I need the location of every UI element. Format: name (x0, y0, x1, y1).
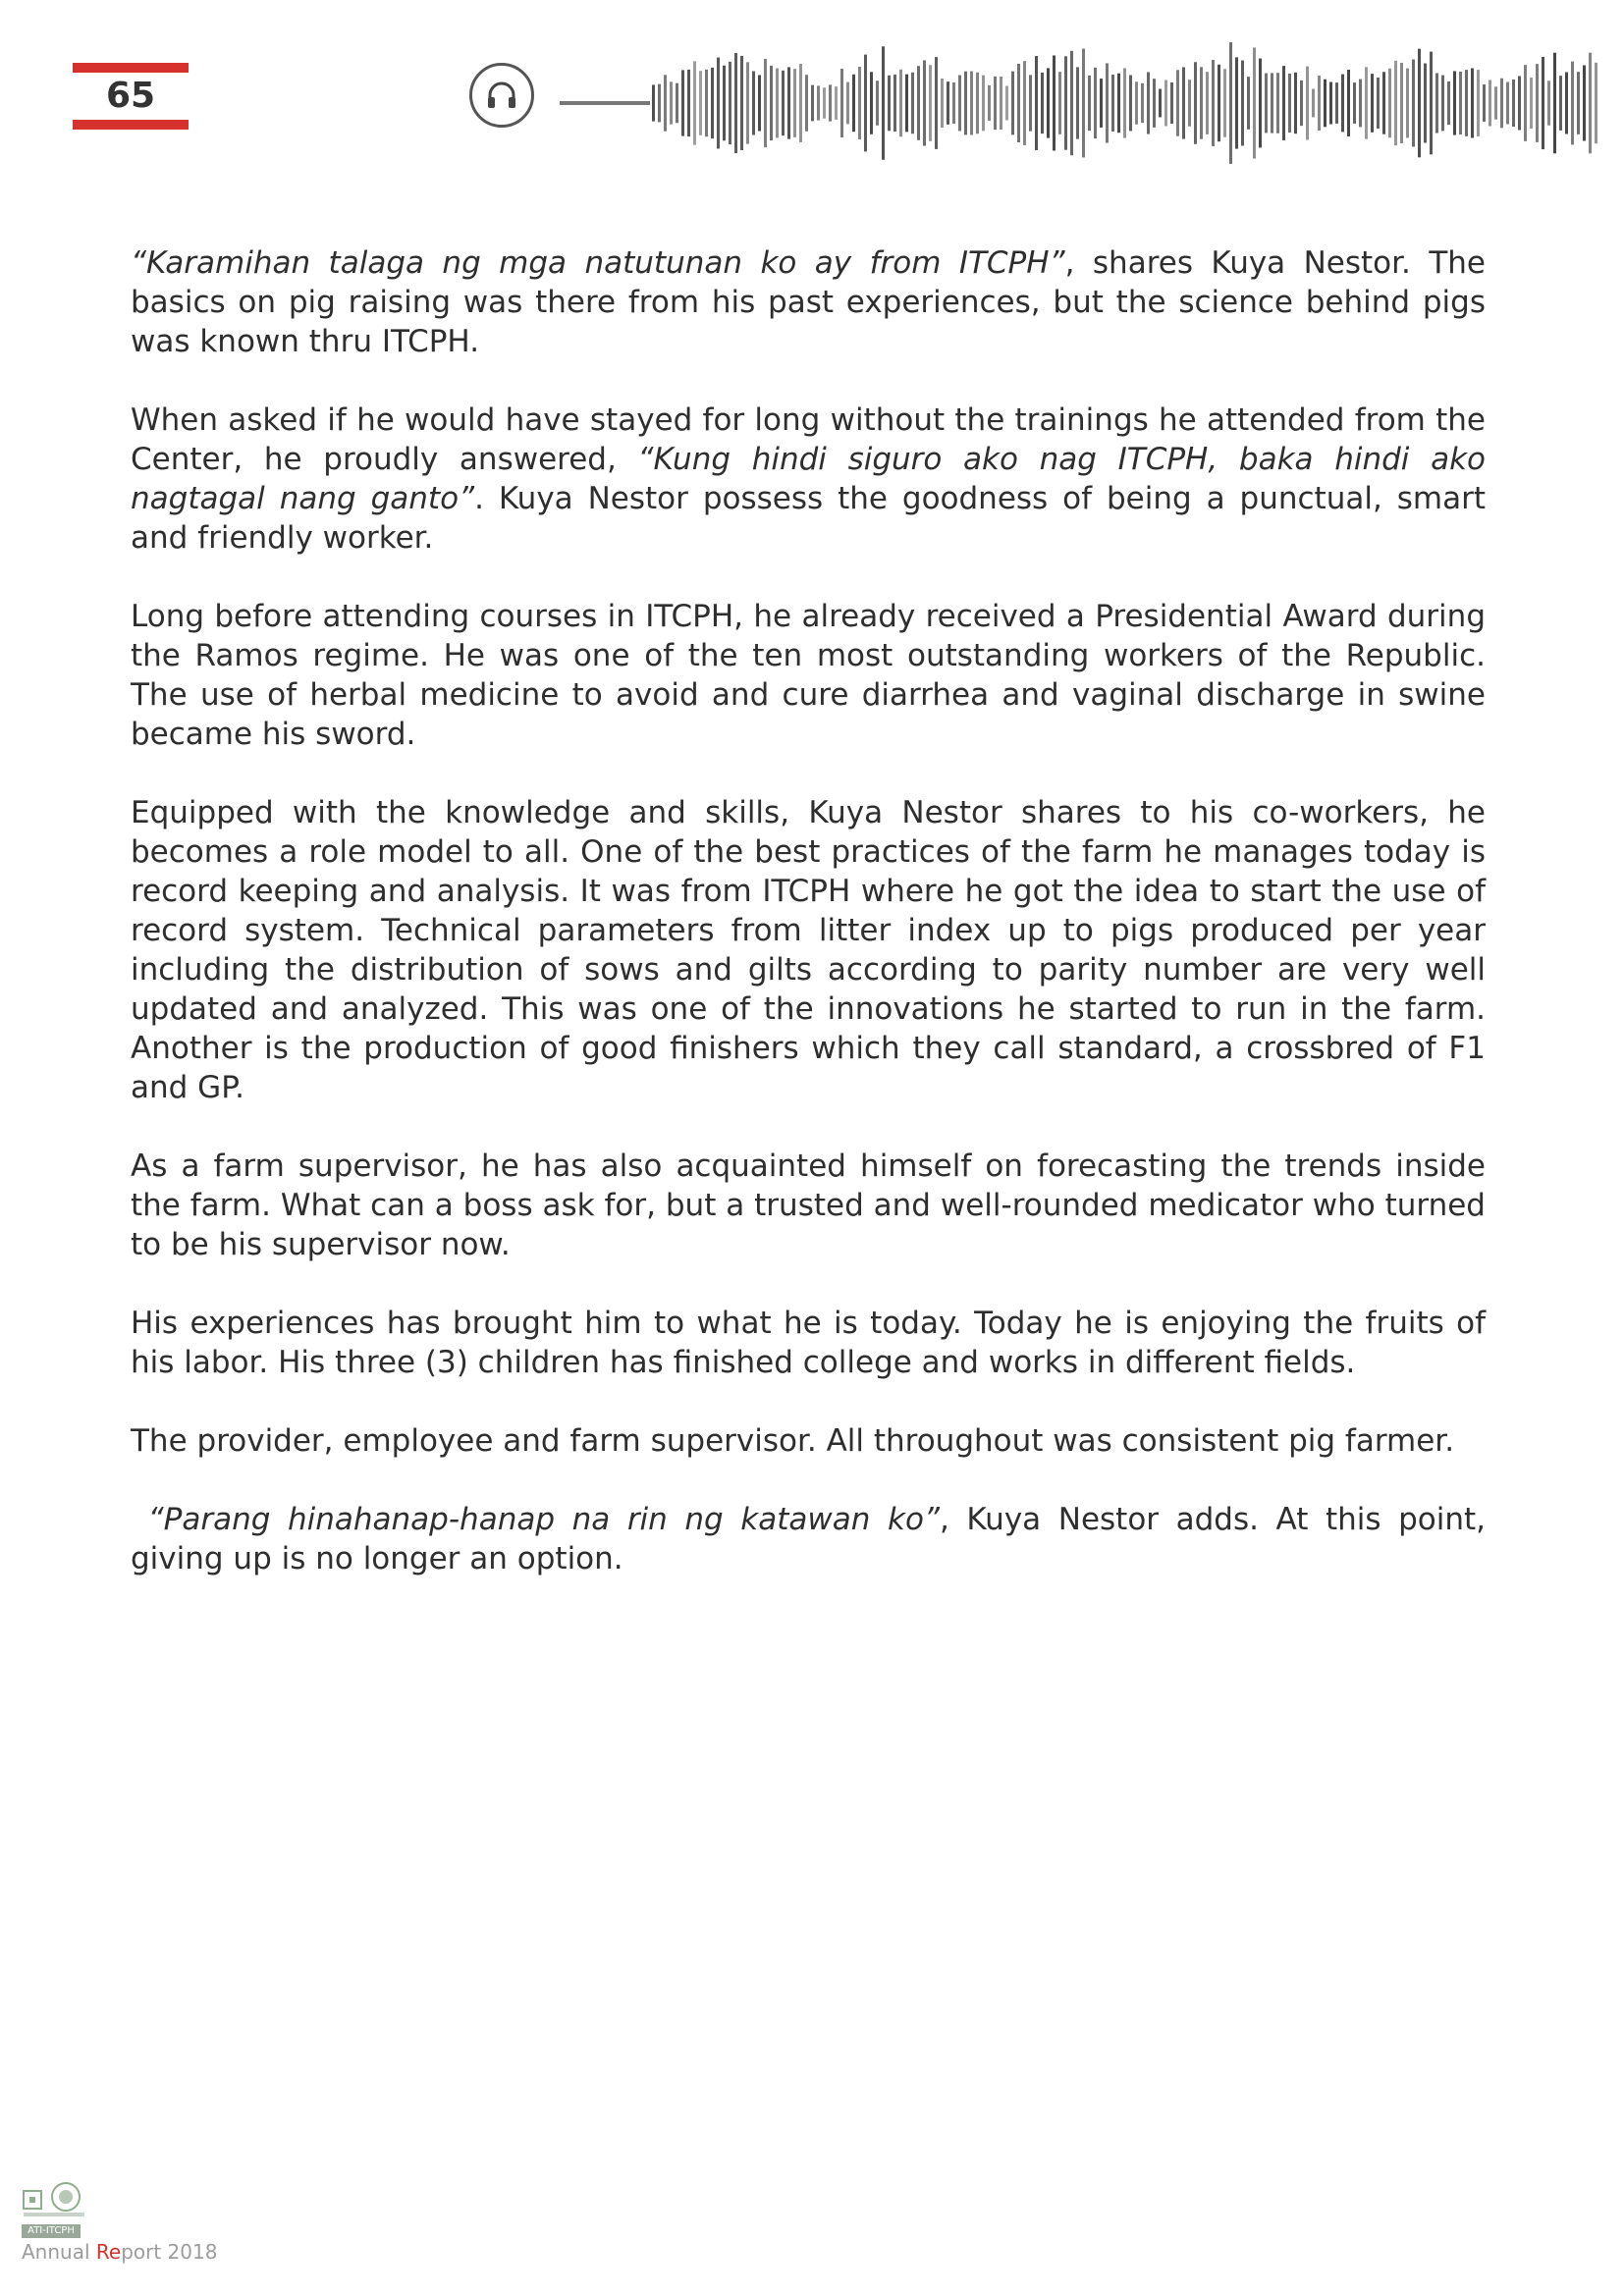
waveform-bar (1141, 83, 1144, 123)
waveform-bar (1223, 69, 1226, 136)
waveform-bar (1300, 80, 1303, 126)
page-number-block (73, 63, 189, 132)
waveform-bar (882, 46, 885, 159)
waveform-bar (1135, 81, 1138, 125)
waveform-bar (1188, 80, 1191, 127)
quote-3: “Parang hinahanap-hanap na rin ng katawan ko” (147, 1502, 940, 1537)
waveform-bar (1394, 61, 1397, 145)
waveform-bar (846, 82, 849, 125)
waveform-bar (1577, 72, 1580, 134)
waveform-bar (752, 71, 755, 134)
waveform-bar (1542, 57, 1544, 149)
waveform-bar (829, 84, 832, 121)
paragraph-1 (131, 243, 1486, 361)
waveform-bar (958, 76, 961, 132)
waveform-bar (1235, 57, 1238, 148)
waveform-bar (952, 82, 955, 124)
waveform-bar (1129, 76, 1132, 132)
paragraph-2 (131, 400, 1486, 558)
waveform-bar (1294, 73, 1297, 133)
page-number: 65 (105, 76, 156, 116)
waveform-bar (811, 85, 814, 122)
waveform-bar (1094, 68, 1097, 138)
waveform-bar (1553, 53, 1556, 154)
waveform-bar (1559, 76, 1562, 131)
waveform-bar (923, 60, 926, 145)
page-number-top-bar (73, 63, 189, 73)
waveform-bar (1164, 80, 1167, 127)
waveform-bar (1123, 68, 1126, 137)
paragraph-2-text: . Kuya Nestor possess the goodness of being a punctual, smart and friendly worker. (131, 481, 1486, 556)
paragraph-8 (131, 1500, 1486, 1578)
report-title-highlight: Re (95, 2240, 122, 2264)
waveform-bar (1271, 73, 1273, 133)
waveform-bar (758, 75, 761, 131)
article-body (131, 243, 1486, 1618)
waveform-bar (1053, 56, 1056, 151)
waveform-bar (1318, 76, 1321, 131)
waveform-bar (740, 56, 743, 150)
waveform-bar (888, 76, 891, 132)
waveform-bar (664, 75, 667, 131)
waveform-bar (1589, 53, 1592, 154)
waveform-bar (711, 68, 714, 138)
waveform-bar (1324, 80, 1326, 128)
waveform-bar (1218, 65, 1220, 141)
waveform-bar (1070, 51, 1073, 155)
waveform-bar (676, 83, 678, 124)
waveform-bar (693, 61, 696, 144)
waveform-bar (652, 84, 655, 121)
waveform-bar (1347, 70, 1350, 136)
waveform-bar (1017, 64, 1020, 142)
waveform-bar (1029, 75, 1032, 131)
waveform-bar (787, 67, 790, 138)
waveform-bar (994, 77, 997, 130)
waveform-bar (1035, 56, 1038, 150)
paragraph-4: Equipped with the knowledge and skills, Kuya Nestor shares to his co-workers, he becomes a role model to all. One of the best practices of the farm he manages today is record keeping and analysis. It was from ITCPH where he got the idea to start the use of record system. Technical parameters from litter index up to pigs produced per year including the distribution of sows and gilts according to parity number are very well updated and analyzed. This was one of the innovations he started to run in the farm. Another is the production of good finishers which they call standard, a crossbred of F1 and GP. (131, 795, 1486, 1105)
paragraph-7: The provider, employee and farm supervisor. All throughout was consistent pig farmer. (131, 1423, 1455, 1459)
waveform-bar (929, 65, 932, 141)
waveform-bar (1047, 68, 1050, 137)
paragraph-6: His experiences has brought him to what he is today. Today he is enjoying the fruits of his labor. His three (3) children has finished college and works in different fields. (131, 1306, 1486, 1380)
waveform-bar (1547, 80, 1550, 125)
waveform-bar (1459, 72, 1462, 134)
logo-tag: ATI-ITCPH (22, 2224, 81, 2238)
waveform-bar (1465, 70, 1468, 136)
paragraph-3: Long before attending courses in ITCPH, he already received a Presidential Award during the Ramos regime. He was one of the ten most outstanding workers of the Republic. The use of herbal medicine to avoid and cure diarrhea and vaginal discharge in swine became his sword. (131, 599, 1486, 752)
waveform-bar (776, 69, 779, 138)
waveform-bar (658, 84, 661, 123)
waveform-bar (1153, 79, 1156, 128)
waveform-bar (941, 79, 944, 128)
waveform-bar (764, 59, 767, 147)
waveform-bar (1335, 82, 1338, 124)
waveform-bar (935, 57, 938, 149)
waveform-bar (870, 72, 873, 133)
waveform-bar (1200, 67, 1203, 138)
waveform-bar (1306, 67, 1309, 140)
waveform-bar (1159, 89, 1162, 118)
waveform-bar (1424, 64, 1427, 143)
waveform-bar (876, 80, 879, 126)
waveform-bar (717, 58, 720, 149)
waveform-bar (1288, 74, 1291, 133)
waveform-bar (1418, 49, 1421, 158)
waveform-bar (1100, 79, 1103, 128)
waveform-bar (1011, 72, 1014, 135)
waveform-bar (864, 55, 867, 152)
quote-1: “Karamihan talaga ng mga natutunan ko ay from ITCPH” (131, 245, 1065, 281)
waveform-bar (1241, 61, 1244, 146)
waveform-bar (1477, 70, 1480, 136)
waveform-bar (1182, 67, 1185, 138)
waveform-bar (1400, 63, 1403, 143)
waveform-bar (1388, 69, 1391, 138)
waveform-bar (1176, 70, 1179, 135)
waveform-bar (1106, 63, 1109, 142)
waveform-bar (805, 75, 808, 132)
waveform-bar (1435, 73, 1438, 133)
waveform-bar (793, 69, 796, 137)
waveform-bar (1247, 77, 1250, 130)
waveform-bar (1229, 42, 1232, 164)
waveform-bar (699, 71, 702, 135)
waveform-bar (1536, 64, 1539, 142)
waveform-bar (988, 85, 991, 121)
waveform-bar (1530, 78, 1533, 129)
footer (22, 2177, 218, 2275)
waveform-bar (893, 75, 896, 132)
report-title-rest: port 2018 (121, 2240, 218, 2264)
page-number-bottom-bar (73, 120, 189, 130)
waveform-bar (1206, 72, 1209, 134)
waveform-bar (1500, 79, 1503, 129)
waveform-bar (1312, 89, 1315, 118)
waveform-bar (1471, 68, 1474, 137)
waveform-bar (1058, 72, 1061, 134)
report-title-prefix: Annual (22, 2240, 96, 2264)
waveform-bar (1412, 60, 1415, 147)
waveform-bar (1076, 67, 1079, 138)
waveform-bar (1353, 82, 1356, 124)
waveform-bar (1088, 76, 1091, 131)
waveform-bar (1000, 77, 1002, 130)
waveform-bar (1453, 71, 1456, 134)
waveform-bar (840, 69, 843, 137)
waveform-bar (670, 81, 673, 124)
waveform-bar (1023, 61, 1026, 145)
waveform-bar (1117, 74, 1120, 133)
waveform-bar (1518, 76, 1521, 130)
waveform-bar (905, 75, 908, 133)
paragraph-1-text: , shares Kuya Nestor. The basics on pig raising was there from his past experiences, but the science behind pigs was known thru ITCPH. (131, 245, 1486, 359)
waveform-bar (899, 70, 902, 136)
paragraph-2-lead: When asked if he would have stayed for long without the trainings he attended from the Center, he proudly answered, (131, 402, 1486, 477)
waveform-bar (1276, 73, 1279, 133)
waveform-bar (817, 85, 820, 120)
waveform-bar (734, 53, 737, 153)
waveform-bar (687, 70, 690, 136)
waveform-bar (964, 72, 967, 135)
waveform-bar (770, 66, 773, 140)
waveform-bar (1212, 60, 1215, 146)
waveform-bar (858, 67, 861, 139)
waveform-bar (799, 64, 802, 142)
waveform-bar (1365, 67, 1368, 138)
waveform-bar (1406, 69, 1409, 138)
waveform-bar (1441, 76, 1444, 132)
waveform-bar (1265, 74, 1268, 133)
waveform-bar (823, 87, 826, 119)
waveform-bar (782, 71, 785, 135)
waveform-bar (1194, 62, 1197, 144)
waveform-bar (1259, 59, 1262, 148)
waveform-bar (911, 73, 914, 134)
audio-waveform (560, 29, 1600, 177)
waveform-bar (1483, 84, 1486, 122)
waveform-bar (976, 73, 979, 133)
waveform-bar (705, 70, 708, 136)
waveform-bar (1489, 80, 1491, 126)
headphones-button (469, 63, 534, 128)
waveform-bar (1082, 49, 1085, 158)
waveform-bar (1565, 73, 1568, 134)
waveform-bar (1595, 63, 1597, 143)
waveform-bar (1371, 74, 1374, 133)
waveform-bar (835, 86, 838, 120)
waveform-bar (1341, 75, 1344, 133)
waveform-bar (1170, 82, 1173, 124)
waveform-bar (723, 66, 726, 141)
waveform-bar (970, 71, 973, 134)
waveform-bar (1041, 73, 1044, 133)
waveform-bar (1571, 62, 1574, 145)
institution-logo (22, 2177, 90, 2222)
paragraph-5: As a farm supervisor, he has also acquainted himself on forecasting the trends inside the farm. What can a boss ask for, but a trusted and well-rounded medicator who turned to be his supervisor now. (131, 1148, 1486, 1262)
waveform-bar (1253, 47, 1256, 158)
waveform-bar (1382, 72, 1385, 133)
waveform-bar (917, 66, 920, 140)
waveform-bar (982, 76, 985, 132)
waveform-bar (1524, 65, 1527, 141)
waveform-bar (852, 75, 855, 132)
headphones-icon (485, 79, 518, 112)
waveform-bar (1512, 80, 1515, 127)
waveform-bar (1430, 52, 1433, 155)
waveform-bar (1005, 86, 1008, 121)
waveform-bar (1494, 86, 1497, 119)
waveform-bar (1447, 81, 1450, 125)
waveform-bar (1329, 82, 1332, 125)
waveform-bar (746, 62, 749, 143)
waveform-bar (1147, 72, 1150, 133)
waveform-bar (947, 81, 949, 125)
waveform-bar (1506, 81, 1509, 124)
waveform-bar (1359, 80, 1362, 128)
waveform-bar (681, 70, 684, 135)
quote-2: “Kung hindi siguro ako nag ITCPH, baka hindi ako nagtagal nang ganto” (131, 442, 1486, 516)
waveform-bar (729, 62, 731, 144)
waveform-bar (1064, 56, 1067, 149)
waveform-bar (1282, 66, 1285, 140)
waveform-bar (1111, 75, 1114, 132)
waveform-bar (1583, 65, 1586, 140)
waveform-bar (1377, 78, 1380, 129)
paragraph-8-text: , Kuya Nestor adds. At this point, giving up is no longer an option. (131, 1502, 1487, 1576)
report-title (22, 2240, 217, 2264)
